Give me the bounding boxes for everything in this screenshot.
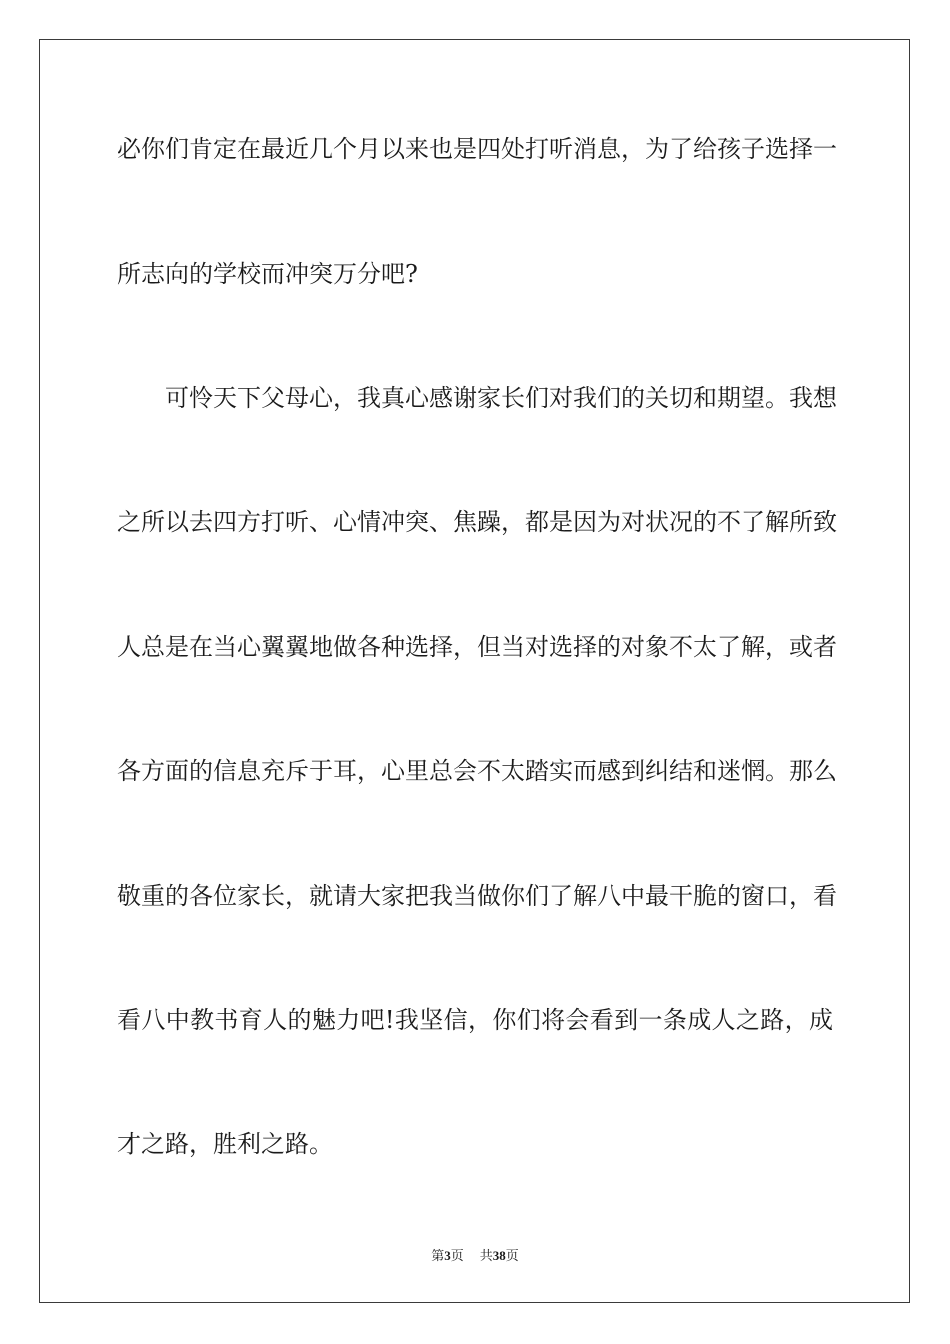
page-border (39, 39, 910, 1303)
text-line-4: 之所以去四方打听、心情冲突、焦躁，都是因为对状况的不了解所致 (117, 508, 837, 536)
footer-total-prefix: 共 (479, 1249, 493, 1264)
text-line-5: 人总是在当心翼翼地做各种选择，但当对选择的对象不太了解，或者 (117, 633, 837, 661)
text-line-6: 各方面的信息充斥于耳，心里总会不太踏实而感到纠结和迷惘。那么 (117, 757, 837, 785)
text-line-2: 所志向的学校而冲突万分吧? (117, 260, 418, 288)
text-line-9: 才之路，胜利之路。 (117, 1130, 333, 1158)
footer-page-number: 3 (444, 1248, 451, 1263)
text-line-8: 看八中教书育人的魅力吧!我坚信，你们将会看到一条成人之路，成 (117, 1006, 833, 1034)
footer-total-number: 38 (492, 1248, 506, 1263)
footer-page-suffix: 页 (450, 1249, 464, 1264)
text-line-7: 敬重的各位家长，就请大家把我当做你们了解八中最干脆的窗口，看 (117, 882, 837, 910)
text-line-1: 必你们肯定在最近几个月以来也是四处打听消息，为了给孩子选择一 (117, 135, 837, 163)
footer-total-suffix: 页 (505, 1249, 519, 1264)
text-line-3: 可怜天下父母心，我真心感谢家长们对我们的关切和期望。我想 (165, 384, 837, 412)
page-footer (0, 1247, 950, 1266)
footer-page-prefix: 第 (431, 1249, 445, 1264)
